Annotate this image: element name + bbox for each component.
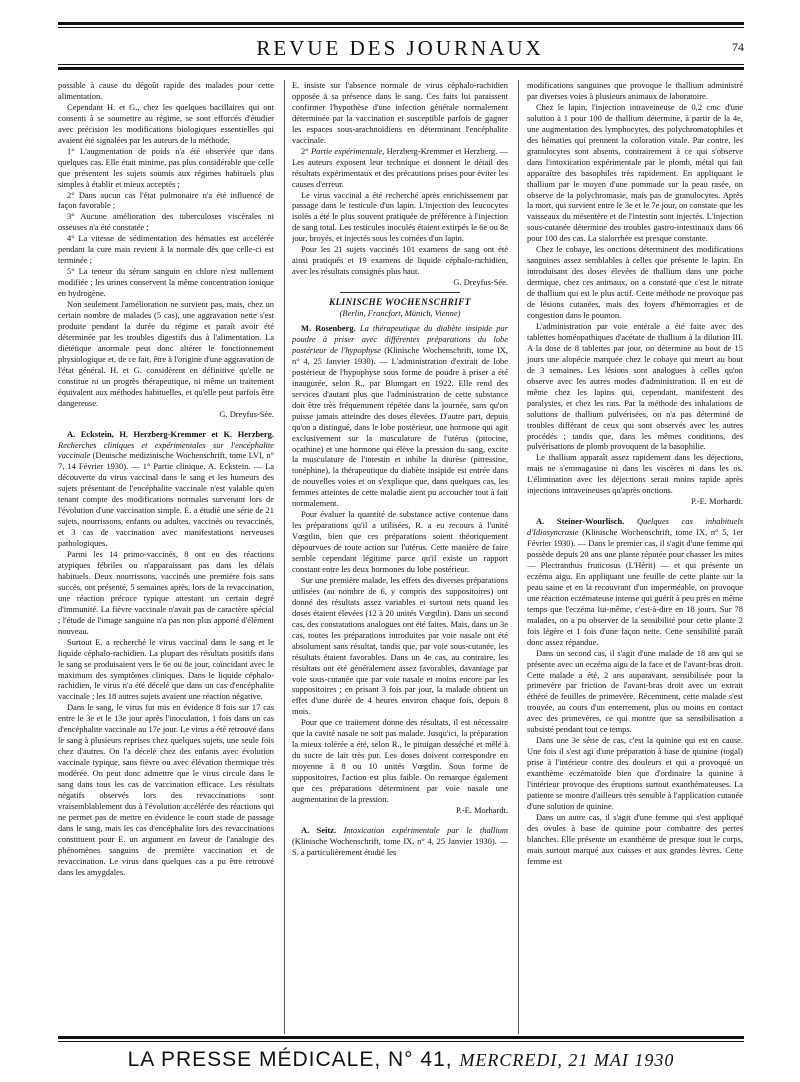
paragraph: Dans un autre cas, il s'agit d'une femme qui s'est appliqué des ovules à base de quinine pour combattre des pertes blanches. Elle présente un exanthème de presque tout le corps, mais surtout marqué aux cuisses et aux grandes lèvres. Cette femme est [527,811,743,866]
paragraph: Chez le lapin, l'injection intraveineuse de 0,2 cmc d'une solution à 1 pour 100 de thallium détermine, à partir de la 4e, une augmentation des lymphocytes, des polychromatophiles et des hématies qui prennent la coloration vitale. Par contre, les granulocytes sont absents, contrairement à ce qui s'observe dans l'intoxication expérimentale par le plomb, métal qui fait apparaître des basophiles très rapidement. En appliquant le thallium par le moyen d'une pommade sur la peau rasée, on observe de la polychromasie, mais pas de granulocytes. Après la mort, qui survient entre le 3e et le 7e jour, on constate que les vaisseaux du mésentère et de l'intestin sont injectés. L'injection sous-cutanée détermine des troubles gastro-intestinaux dans 66 pour 100 des cas. La sialorrhée est presque constante. [527,101,743,244]
article-signature: G. Dreyfus-Sée. [453,277,508,288]
paragraph: Pour les 21 sujets vaccinés 101 examens de sang ont été ainsi pratiqués et 19 examens de liquide céphalo-rachidien, avec les résultats consignés plus haut. [292,244,508,277]
header-top-rule-thin [58,27,744,28]
part-number: 2° [301,145,311,156]
paragraph-gap [292,818,508,825]
article-lead-paragraph [58,429,274,549]
article-signature: G. Dreyfus-Sée. [219,408,274,419]
section-subheading: (Berlin, Francfort, Münich, Vienne) [339,308,461,319]
paragraph: Pour évaluer la quantité de substance active contenue dans les préparations qu'il a utilisées, R. a eu recours à l'unité Vœgtlin, bien que ces préparations soient théoriquement dépourvues de toute action sur l'utérus. Cette manière de faire semble cependant légitime parce qu'il existe un rapport constant entre les deux hormones du lobe postérieur. [292,509,508,574]
article-lead-paragraph [292,146,508,190]
paragraph: Le thallium apparaît assez rapidement dans les déjections, mais ne s'emmagasine ni dans les viscères ni dans les os. L'élimination avec les déjections serait moins rapide après injections intraveineuses qu'après onctions. [527,452,743,496]
article-title: Intoxication expérimentale par le thallium [343,824,508,835]
paragraph: 2° Dans aucun cas l'état pulmonaire n'a été influencé de façon favorable ; [58,189,274,211]
column-left [58,80,274,1030]
paragraph: Surtout E. a recherché le virus vaccinal dans le sang et le liquide céphalo-rachidien. La plupart des résultats positifs dans le sang se produisaient vers le 6e ou 8e jour, coïncidant avec le maximum des symptômes cliniques. Dans le liquide céphalo-rachidien, le virus n'a été décelé que dans un cas d'encéphalite vaccinale ; les 18 autres sujets avaient une réaction négative. [58,636,274,702]
article-lead-paragraph [292,323,508,509]
article-text: (Klinische Wochenschrift, tome IX, n° 4, 25 Janvier 1930). — L'administration d'extrait de lobe postérieur de l'hypophyse sous forme de poudre à priser a été inaugurée, selon R., par Blumgart en 1922. Elle rend des services d'autant plus que l'administration de cette substance doit être très fréquemment répétée dans la journée, sans qu'on puisse jamais atteindre des doses élevées. D'autre part, depuis qu'on a distingué, dans le lobe postérieur, une hormone qui agit exclusivement sur la musculature de l'utérus (pitocine, ocathine) et une hormone qui élève la pression du sang, excite la musculature de l'intestin et inhibe la diurèse (pitressine, tonéphine), la thérapeutique du diabète insipide est entrée dans de nouvelles voies et on s'explique que, dans quelques cas, les femmes atteintes de cette maladie aient pu accoucher tout à fait normalement. [292,344,508,509]
article-author: M. Rosenberg. [301,323,360,334]
article-title: Quelques cas inhabituels d'Idiosyncrasie [527,516,743,538]
article-text: (Klinische Wochenschrift, tome IX, n° 5, 1er Février 1930). — Dans le premier cas, il s'agit d'une femme qui possède depuis 20 ans une plante réputée pour chasser les mites — Plectranthus fruticosus (L'Hérit) — et qui présente un eczéma aigu. En appliquant une feuille de cette plante sur la peau saine et en la recouvrant d'un imperméable, on provoque une réaction eczémateuse intense qui guérit à peu près en même temps que l'eczéma lui-même, c'est-à-dire en 18 jours. Sur 78 malades, on a pu observer de la sensibilité pour cette plante 2 fois légère et 1 fois d'une façon nette. Cette sensibilité paraît donc assez répandue. [527,527,743,647]
article-text: (Klinische Wochenschrift, tome IX, n° 4, 25 Janvier 1930). — S. a particulièrement étudié les [292,835,508,857]
paragraph: Le virus vaccinal a été recherché après enrichissement par passage dans le testicule d'un lapin. L'injection des leucocytes isolés a été le plus souvent pratiquée de préférence à l'injection de sang total. Les testicules inoculés étaient extirpés le 6e ou 8e jour, broyés, et injectés sous les cornées d'un lapin. [292,189,508,244]
footer-top-rule-thin [58,1041,744,1042]
paragraph: Dans le sang, le virus fut mis en évidence 8 fois sur 17 cas entre le 3e et le 13e jour après l'inoculation, 1 fois dans un cas d'encéphalite vaccinale au 17e jour. Le virus a été retrouvé dans le sang à plusieurs reprises chez quelques sujets, une seule fois chez d'autres. On l'a décelé chez des enfants avec évolution vaccinale typique, sans fièvre ou avec élévation thermique très modérée. On peut donc admettre que le virus circule dans le sang dans tous les cas de vaccination efficace. Les résultats négatifs observés lors des revaccinations sont vraisemblablement dus à l'évolution accélérée des réactions qui ne permet pas de mettre en évidence le court stade de passage dans le sang, mais les cas d'encéphalite lors des revaccinations constituent pour E. un argument en faveur de l'analogie des phénomènes sanguins de première vaccination et de revaccination. Le virus dans quelques cas a pu être retrouvé dans les amygdales. [58,702,274,877]
article-lead-paragraph [292,825,508,858]
article-lead-paragraph [527,516,743,647]
paragraph: Pour que ce traitement donne des résultats, il est nécessaire que la cavité nasale ne soit pas malade. Jusqu'ici, la préparation la mieux tolérée a été, selon R., le pituigan desséché et mêlé à du sucre de lait très pur. Les doses doivent correspondre en moyenne à 8 ou 10 unités Vœgtlin. Sous forme de suppositoires, l'action est plus faible. On remarque également que ces préparations déterminent par voie nasale une augmentation de la pression. [292,717,508,804]
paragraph: possible à cause du dégoût rapide des malades pour cette alimentation. [58,80,274,101]
paragraph: L'administration par voie entérale a été faite avec des tablettes homéopathiques d'acétate de thallium à la dilution III. A la dose de 8 tablettes par jour, on détermine au bout de 15 jours une alopécie marquée chez le cobaye qui meurt au bout de 3 semaines. Les lésions sont analogues à celles qu'on observe avec les autres modes d'administration. Il en est de même chez les lapins qui, cependant, manifestent des paralysies, et chez les rats. Par la méthode des inhalations de solutions de thallium pulvérisées, on n'a pas déterminé de troubles différant de ceux qui sont observés avec les autres procédés ; tandis que, dans les mêmes conditions, des pulvérisations de plomb provoquent de la basophilie. [527,320,743,452]
paragraph: Cependant H. et G., chez les quelques bacillaires qui ont consenti à se soumettre au régime, se sont efforcés d'étudier avec précision les modifications biologiques essentielles qui avaient été signalées par les auteurs de la méthode. [58,101,274,145]
paragraph: Dans une 3e série de cas, c'est la quinine qui est en cause. Une fois il s'est agi d'une préparation à base de quinine (togal) prise à l'intérieur contre des douleurs et qui a provoqué un exanthème eczématoïde bien que d'ordinaire la quinine à l'intérieur provoque des éruptions surtout exanthémateuses. La patiente se montre d'ailleurs très sensible à l'application cutanée d'une solution de quinine. [527,735,743,811]
article-title: Partie expérimentale [310,145,383,156]
paragraph: Chez le cobaye, les onctions déterminent des modifications sanguines assez semblables à celles que présente le lapin. En introduisant des doses élevées de thallium dans une poche dermique, chez ces animaux, on a constaté que c'est le nitrate de thallium qui est le plus actif. Cette méthode ne provoque pas de lésions cutanées, mais des foyers d'hémorragies et de congestion dans le poumon. [527,244,743,321]
article-signature: P.-E. Morhardt. [455,804,508,815]
footer-journal: LA PRESSE MÉDICALE, N° 41, [127,1048,453,1071]
article-signature: P.-E. Morhardt. [690,496,743,507]
paragraph: 4° La vitesse de sédimentation des hématies est accélérée pendant la cure mais revient à la normale dès que celle-ci est terminée ; [58,233,274,266]
header-bottom-rule-thin [58,64,744,65]
article-text: , Herzberg-Kremmer et Herzberg. — Les auteurs exposent leur technique et donnent le détail des résultats expérimentaux et des précautions prises pour éviter les causes d'erreur. [292,145,508,189]
section-rule [340,292,460,293]
section-heading: KLINISCHE WOCHENSCHRIFT [329,297,471,308]
paragraph: Parmi les 14 primo-vaccinés, 8 ont eu des réactions atypiques fébriles ou n'apparaissant pas dans les délais habituels. Deux nourrissons, vaccinés une première fois sans succès, ont présenté, 5 semaines après, lors de la revaccination, une réaction précoce typique attestant un certain degré d'immunité. La fièvre vaccinale n'avait pas de caractère spécial ; l'étude de l'image sanguine n'a pas non plus apporté d'élément nouveau. [58,549,274,636]
article-author: A. Eckstein, H. Herzberg-Kremmer et K. Herzberg. [67,428,274,439]
paragraph: Non seulement l'amélioration ne survient pas, mais, chez un certain nombre de malades (5 cas), une aggravation nette s'est produite pendant la durée du régime et paraît avoir été déterminée par les troubles digestifs dus à l'alimentation. La diététique anormale peut donc altérer le fonctionnement physiologique et, de ce fait, être à l'origine d'une aggravation de l'état général. H. et G. considèrent en définitive qu'elle ne constitue ni un progrès thérapeutique, ni même un traitement équivalent aux méthodes habituelles, et qu'elle peut parfois être dangereuse. [58,299,274,408]
paragraph: modifications sanguines que provoque le thallium administré par diverses voies à plusieurs animaux de laboratoire. [527,80,743,101]
paragraph-gap [527,509,743,516]
paragraph: Sur une première malade, les effets des diverses préparations utilisées (au nombre de 6, y compris des suppositoires) ont donné des résultats assez variables et surtout nets quand les doses étaient élevées (12 à 20 unités Vœgtlin). Dans un second cas, des constatations analogues ont été faites. Mais, dans un 3e cas, toutes les préparations introduites par voie nasale ont été absolument sans résultat, tandis que, par voie sous-cutanée, les résultats étaient favorables. Dans un 4e cas, au contraire, les résultats ont été généralement assez favorables, davantage par voie sous-cutanée que par voie nasale et moins encore par les suppositoires ; en prisant 3 fois par jour, la malade obtient un effet d'une durée de 4 heures environ chaque fois, depuis 8 mois. [292,574,508,717]
page-title: REVUE DES JOURNAUX [256,36,544,60]
paragraph: 3° Aucune amélioration des tuberculoses viscérales ni osseuses n'a été constatée ; [58,211,274,233]
header-bottom-rule [58,67,744,70]
article-title: La thérapeutique du diabète insipide par poudre à priser avec différentes préparations du lobe postérieur de l'hypophyse [292,323,508,355]
paragraph-gap [58,422,274,429]
column-right [527,80,743,1030]
article-author: A. Seitz. [301,824,344,835]
column-separator-left [284,80,285,1034]
paragraph: Dans un second cas, il s'agit d'une malade de 18 ans qui se présente avec un eczéma aigu de la face et de l'avant-bras droit. Cette malade a été, 2 ans auparavant, sensibilisée pour la primevère par friction de l'avant-bras droit avec un extrait éthéré de feuilles de primevère. Récemment, cette malade s'est trouvée, au cours d'un enterrement, plus ou moins en contact avec des primevères, ce qui montre que sa sensibilisation a subsisté pendant tout ce temps. [527,647,743,735]
column-middle [292,80,508,1030]
paragraph: 1° L'augmentation de poids n'a été observée que dans quelques cas. Elle était minime, pas plus considérable que celle que présentent les sujets soumis aux régimes habituels plus simples à établir et mieux acceptés ; [58,145,274,189]
paragraph: 5° La teneur du sérum sanguin en chlore n'est nullement modifiée ; les urines conservent la même concentration ionique en hydrogène. [58,266,274,299]
article-author: A. Steiner-Wourlisch. [536,516,637,527]
column-separator-right [518,80,519,1034]
footer [58,1048,744,1072]
footer-date: MERCREDI, 21 MAI 1930 [459,1050,675,1070]
article-text: (Deutsche medizinische Wochenschrift, tome LVI, n° 7, 14 Février 1930). — 1° Partie clinique, A. Eckstein. — La découverte du virus vaccinal dans le sang et les humeurs des sujets présentant de l'encéphalite vaccinale n'est valable qu'en tenant compte des modifications normales survenant lors de l'évolution d'une vaccination simple. E. a étudié une série de 21 sujets, nourrissons, enfants ou adultes, vaccinés ou revaccinés, et 3 cas de vaccination avec manifestations nerveuses pathologiques. [58,450,274,549]
paragraph: E. insiste sur l'absence normale de virus céphalo-rachidien opposée à sa présence dans le sang. Ces faits lui paraissent confirmer l'hypothèse d'une infection générale normalement déterminée par la vaccination et susceptible parfois de gagner les espaces sous-arachnoïdiens en déterminant l'encéphalite vaccinale. [292,80,508,145]
article-title: Recherches cliniques et expérimentales sur l'encéphalite vaccinale [58,439,274,461]
page-number: 74 [732,40,744,54]
footer-top-rule [58,1036,744,1039]
header-top-rule [58,22,744,25]
